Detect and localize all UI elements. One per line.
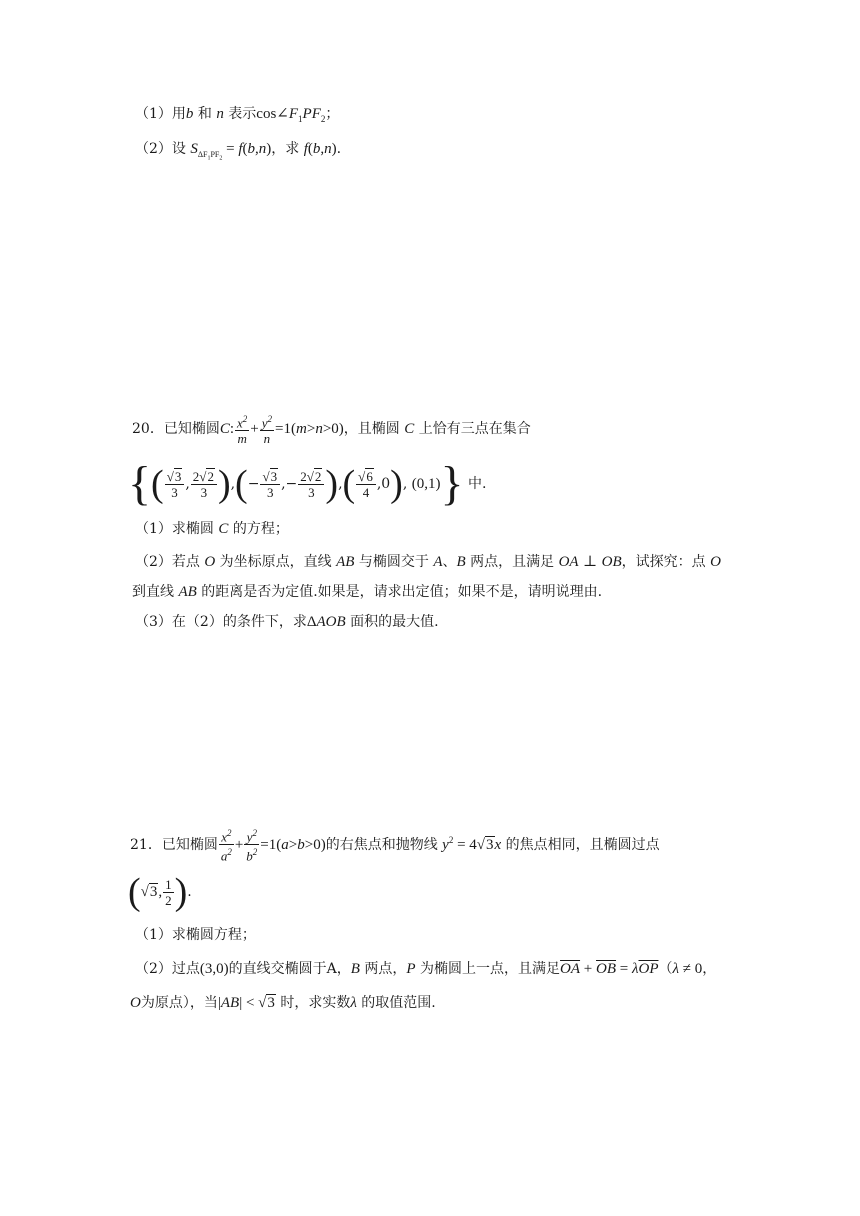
- q21-stem: 21．已知椭圆 $\frac{x^2}{a^2}$ + $\frac{y^2}{b^2}$ =1(a>b>0)的右焦点和抛物线 $y^2 = 4√3x$ 的焦点相同，且椭圆过点: [130, 828, 660, 864]
- q21-part2b: O为原点），当|AB| < √3 时，求实数λ 的取值范围.: [130, 995, 436, 1011]
- q21-part1: （1）求椭圆方程；: [135, 927, 256, 943]
- q19-part1: （1）用b 和 n 表示$\cos\angle F_1PF_2$；: [135, 106, 340, 124]
- q19-part2: （2）设 $S_{\Delta F_1PF_2} = f(b,n)$，求 f(b,n).: [135, 141, 342, 162]
- q20-part3: （3）在（2）的条件下，求ΔAOB 面积的最大值.: [135, 614, 439, 630]
- q20-part2b: 到直线 AB 的距离是否为定值.如果是，请求出定值；如果不是，请明说理由.: [132, 584, 603, 600]
- q20-part1: （1）求椭圆 C 的方程；: [135, 521, 289, 537]
- q21-point: (√3, $\frac{1}{2}$ ).: [128, 871, 192, 913]
- q20-set: {( $\frac{√3}{3}$ , $\frac{2√2}{3}$ ),(− $\frac{√3}{3}$ ,− $\frac{2√2}{3}$ ),( $\frac{√6}{4}$ ,0), (0,1)} 中.: [128, 457, 487, 510]
- q21-part2a: （2）过点(3,0)的直线交椭圆于A，B 两点，P 为椭圆上一点，且满足$\overline{OA} + \overline{OB} = \lambda\overline{OP}(\lambda \ne 0$，: [135, 961, 717, 977]
- q20-stem: 20．已知椭圆C: $\frac{x^2}{m}$ + $\frac{y^2}{n}$ =1(m>n>0)，且椭圆 C 上恰有三点在集合: [132, 414, 531, 447]
- q20-part2a: （2）若点 O 为坐标原点，直线 AB 与椭圆交于 A、B 两点，且满足 OA ⊥ OB，试探究：点 O: [135, 554, 721, 570]
